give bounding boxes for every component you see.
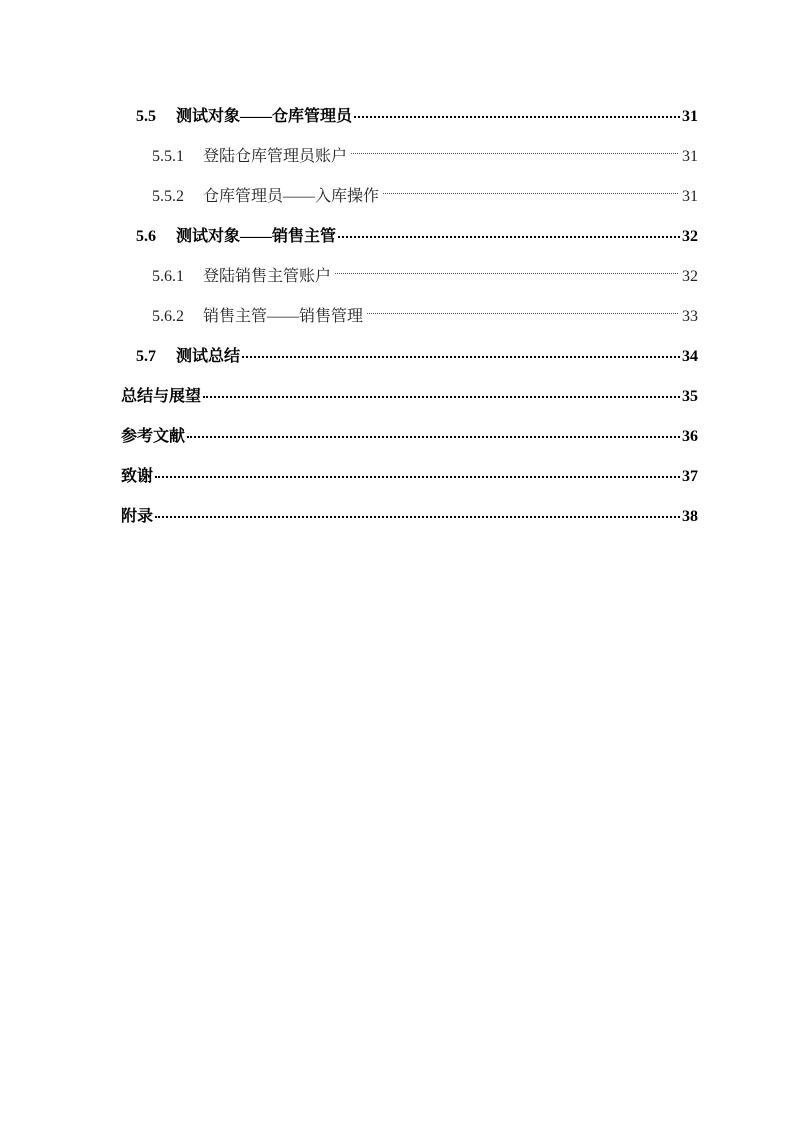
toc-entry-title: 仓库管理员——入库操作	[203, 188, 380, 205]
toc-entry[interactable]	[121, 417, 698, 457]
toc-entry-page: 31	[682, 148, 698, 165]
toc-entry-page: 38	[682, 508, 698, 525]
toc-entry-number: 5.6	[136, 228, 156, 245]
toc-entry-number: 5.5	[136, 108, 156, 125]
dot-leader	[383, 177, 678, 194]
toc-entry-title: 测试对象——仓库管理员	[176, 108, 353, 125]
toc-entry-title: 参考文献	[121, 428, 186, 445]
toc-entry-title: 测试对象——销售主管	[176, 228, 337, 245]
toc-entry-page: 36	[682, 428, 698, 445]
toc-entry[interactable]	[121, 97, 698, 137]
toc-entry-number: 5.6.1	[152, 268, 184, 285]
toc-entry-page: 32	[682, 228, 698, 245]
toc-entry[interactable]	[121, 297, 698, 337]
toc-entry-title: 致谢	[121, 468, 154, 485]
toc-entry-title: 登陆仓库管理员账户	[203, 148, 348, 165]
toc-entry-title: 总结与展望	[121, 388, 202, 405]
toc-entry-number: 5.5.2	[152, 188, 184, 205]
toc-entry-page: 34	[682, 348, 698, 365]
dot-leader	[155, 460, 680, 478]
toc-entry[interactable]	[121, 217, 698, 257]
toc-entry-page: 37	[682, 468, 698, 485]
toc-entry-title: 登陆销售主管账户	[203, 268, 332, 285]
dot-leader	[351, 137, 678, 154]
toc-entry-number: 5.6.2	[152, 308, 184, 325]
toc-entry[interactable]	[121, 337, 698, 377]
dot-leader	[203, 380, 680, 398]
toc-entry-page: 32	[682, 268, 698, 285]
dot-leader	[338, 220, 680, 238]
dot-leader	[367, 297, 678, 314]
toc-entry-page: 33	[682, 308, 698, 325]
table-of-contents	[121, 97, 698, 537]
dot-leader	[187, 420, 680, 438]
toc-entry-title: 附录	[121, 508, 154, 525]
toc-entry-page: 31	[682, 188, 698, 205]
toc-entry-page: 35	[682, 388, 698, 405]
toc-entry-number: 5.5.1	[152, 148, 184, 165]
toc-entry[interactable]	[121, 377, 698, 417]
dot-leader	[242, 340, 680, 358]
toc-entry[interactable]	[121, 497, 698, 537]
toc-entry-number: 5.7	[136, 348, 156, 365]
toc-entry-page: 31	[682, 108, 698, 125]
dot-leader	[155, 500, 680, 518]
toc-entry[interactable]	[121, 457, 698, 497]
toc-entry-title: 测试总结	[176, 348, 241, 365]
dot-leader	[335, 257, 678, 274]
toc-entry[interactable]	[121, 257, 698, 297]
dot-leader	[354, 100, 680, 118]
toc-entry-title: 销售主管——销售管理	[203, 308, 364, 325]
toc-entry[interactable]	[121, 177, 698, 217]
toc-entry[interactable]	[121, 137, 698, 177]
